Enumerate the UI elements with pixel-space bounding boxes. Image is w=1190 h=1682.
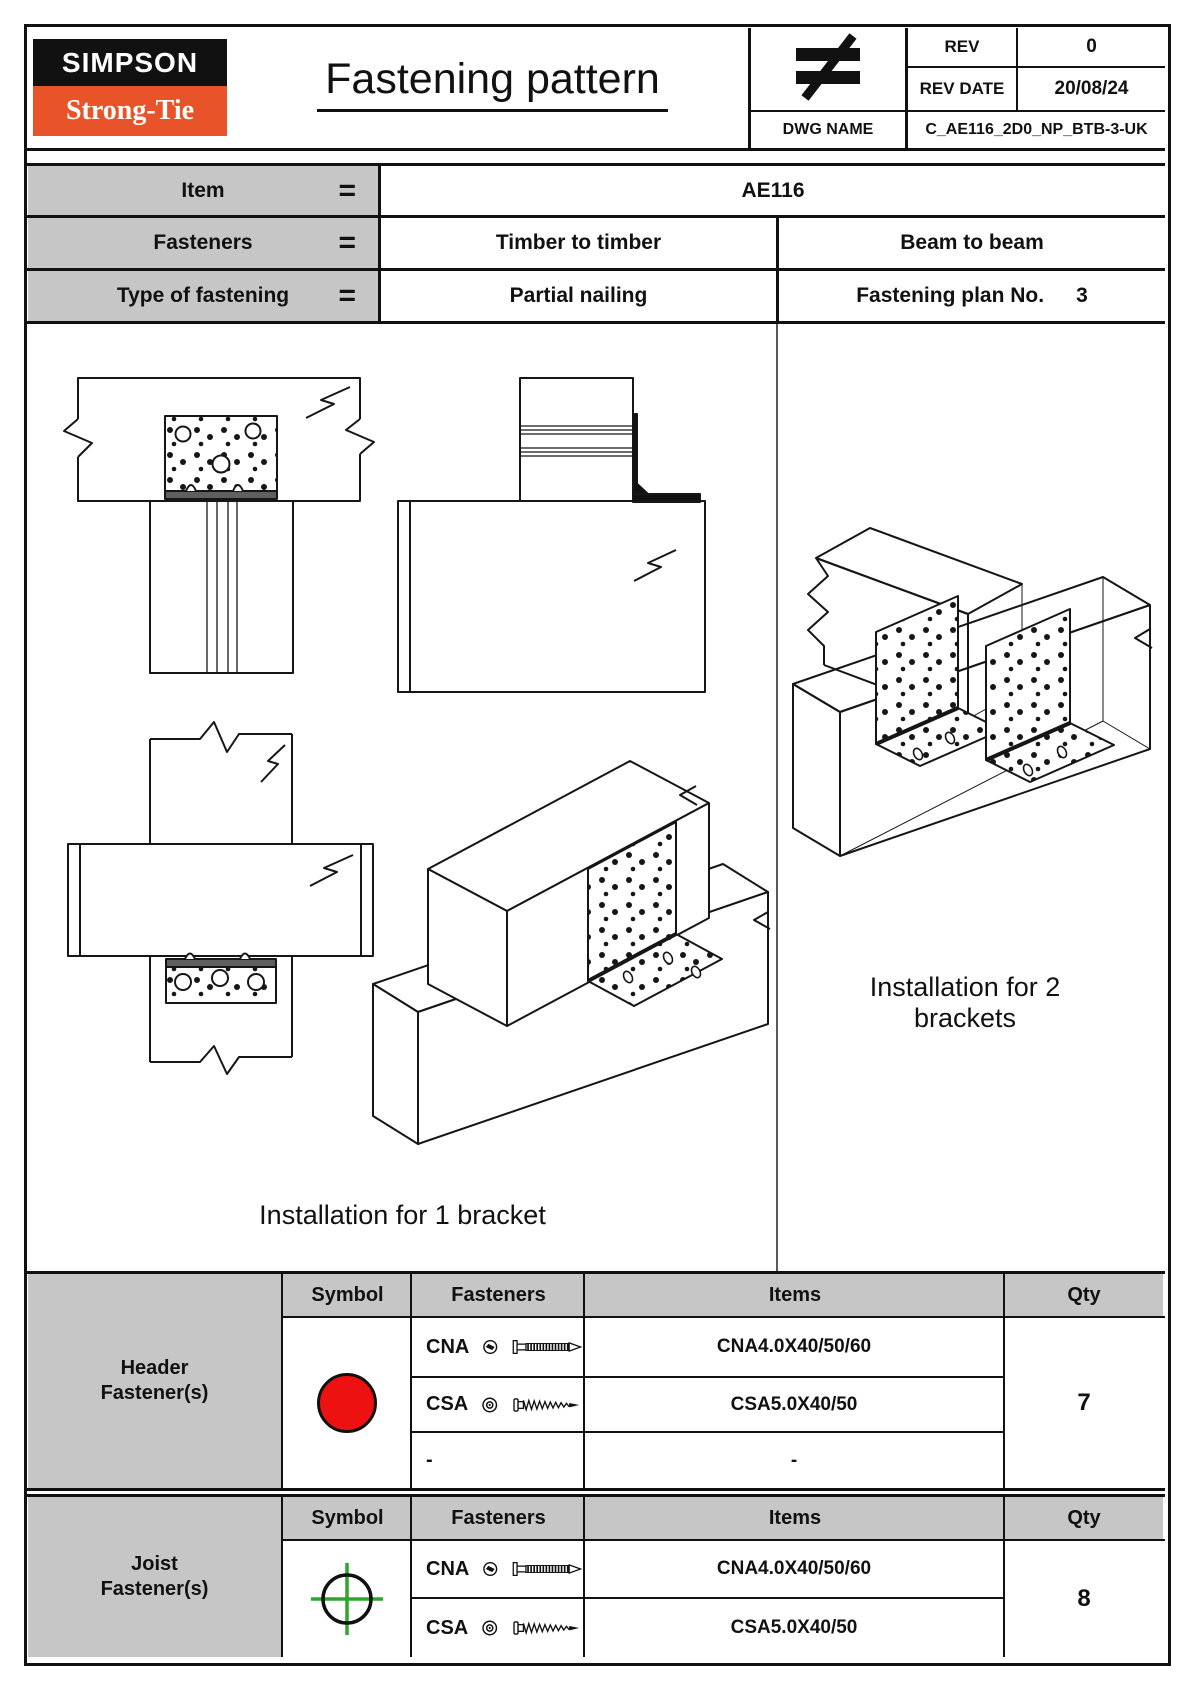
projection-symbol-cell [751, 28, 905, 110]
fastener-row-cna: CNA [412, 1318, 583, 1376]
not-equal-icon [782, 32, 874, 106]
csa-screw-icon [512, 1615, 583, 1641]
csa-screw-icon [512, 1392, 583, 1418]
fasteners-left-value: Timber to timber [495, 231, 662, 254]
fastening-plan-cell [779, 271, 1165, 321]
iso-two-brackets-drawing [793, 528, 1152, 856]
dwg-name-label: DWG NAME [782, 121, 874, 138]
csa-marker-icon [481, 1392, 498, 1418]
type-label-cell: Type of fastening = [28, 271, 378, 321]
dwg-name-value: C_AE116_2D0_NP_BTB-3-UK [925, 121, 1148, 138]
rev-label: REV [944, 37, 980, 56]
item-cell: - [790, 1449, 798, 1471]
logo-line1: SIMPSON [33, 39, 227, 86]
rev-value: 0 [1086, 36, 1097, 57]
break-symbol [634, 550, 676, 581]
rev-date-label: REV DATE [919, 79, 1005, 98]
item-cell: CNA4.0X40/50/60 [716, 1558, 872, 1579]
break-symbol [306, 387, 350, 418]
joist-fasteners-name-cell: Joist Fastener(s) [28, 1497, 281, 1657]
break-symbol [310, 855, 353, 886]
item-value: AE116 [741, 178, 805, 202]
fastening-plan-number: 3 [1076, 284, 1088, 307]
item-cell: CSA5.0X40/50 [730, 1393, 858, 1415]
joist-fastener-symbol-icon [307, 1559, 387, 1639]
col-fasteners: Fasteners [451, 1506, 546, 1529]
col-symbol: Symbol [311, 1283, 384, 1306]
col-qty: Qty [1067, 1506, 1101, 1529]
fasteners-right-value: Beam to beam [900, 231, 1044, 254]
equals-sign: = [338, 279, 356, 312]
side-view-drawing [398, 378, 705, 692]
caption-one-bracket: Installation for 1 bracket [259, 1200, 546, 1230]
col-items: Items [768, 1283, 822, 1306]
csa-marker-icon [481, 1615, 498, 1641]
header-qty-cell: 7 [1077, 1389, 1091, 1416]
fastener-row-csa: CSA [412, 1599, 583, 1657]
fastening-plan-label: Fastening plan No. [856, 284, 1045, 307]
fastener-row-csa: CSA [412, 1378, 583, 1431]
divider [25, 148, 1165, 151]
fastener-row-dash: - [426, 1449, 433, 1471]
rev-date-value: 20/08/24 [1054, 78, 1129, 99]
fastener-row-cna: CNA [412, 1541, 583, 1597]
break-symbol [261, 745, 285, 782]
fasteners-label-cell: Fasteners = [28, 218, 378, 268]
item-cell: CSA5.0X40/50 [730, 1617, 858, 1638]
cna-nail-icon [512, 1556, 583, 1582]
cna-marker-icon [482, 1334, 499, 1360]
equals-sign: = [338, 173, 356, 207]
iso-one-bracket-drawing [373, 761, 770, 1144]
header-symbol-cell [283, 1318, 410, 1488]
joist-symbol-cell [283, 1541, 410, 1657]
type-left-value: Partial nailing [509, 284, 648, 307]
technical-drawing-canvas [28, 324, 1163, 1272]
col-fasteners: Fasteners [451, 1283, 546, 1306]
equals-sign: = [338, 226, 356, 259]
divider [25, 1488, 1165, 1491]
simpson-strongtie-logo [33, 39, 227, 136]
logo-line2: Strong-Tie [33, 86, 227, 136]
header-fasteners-name-cell: Header Fastener(s) [28, 1274, 281, 1488]
col-qty: Qty [1067, 1283, 1101, 1306]
cna-marker-icon [482, 1556, 499, 1582]
col-items: Items [768, 1506, 822, 1529]
item-label-cell: Item = [28, 166, 378, 215]
caption-two-brackets: Installation for 2 brackets [869, 972, 1061, 1033]
col-symbol: Symbol [311, 1506, 384, 1529]
item-cell: CNA4.0X40/50/60 [716, 1336, 872, 1357]
page-title: Fastening pattern [240, 48, 745, 118]
front-view-drawing [64, 378, 374, 673]
joist-qty-cell: 8 [1077, 1585, 1091, 1612]
cross-view-drawing [68, 722, 373, 1074]
cna-nail-icon [512, 1334, 583, 1360]
header-fastener-symbol-icon [317, 1373, 377, 1433]
